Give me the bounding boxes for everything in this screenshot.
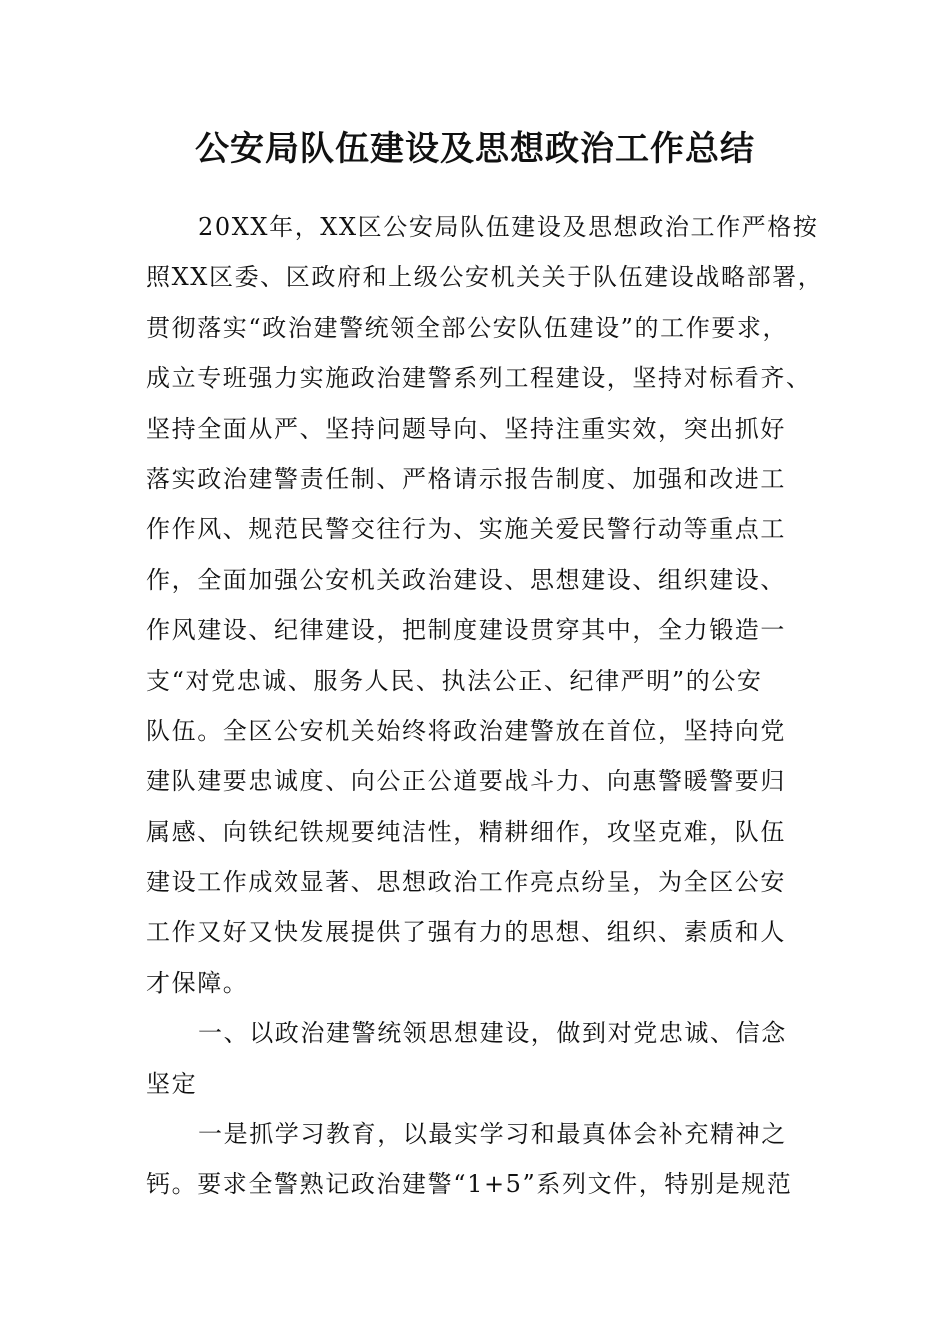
text-line: 支“对党忠诚、服务人民、执法公正、纪律严明”的公安: [146, 666, 763, 695]
text-line: 作风建设、纪律建设，把制度建设贯穿其中，全力锻造一: [146, 616, 786, 645]
text-line: 作，全面加强公安机关政治建设、思想建设、组织建设、: [146, 565, 786, 594]
text-line: 一、以政治建警统领思想建设，做到对党忠诚、信念: [198, 1019, 787, 1048]
text-line: 落实政治建警责任制、严格请示报告制度、加强和改进工: [146, 464, 786, 493]
document-body: [146, 202, 824, 1210]
text-line: 属感、向铁纪铁规要纯洁性，精耕细作，攻坚克难，队伍: [146, 817, 786, 846]
text-line: 坚持全面从严、坚持问题导向、坚持注重实效，突出抓好: [146, 414, 786, 443]
text-line: 才保障。: [146, 968, 249, 997]
document-title: 公安局队伍建设及思想政治工作总结: [195, 129, 755, 169]
text-line: 作作风、规范民警交往行为、实施关爱民警行动等重点工: [146, 515, 786, 544]
text-line: 工作又好又快发展提供了强有力的思想、组织、素质和人: [146, 918, 786, 947]
text-line: 建队建要忠诚度、向公正公道要战斗力、向惠警暖警要归: [146, 767, 786, 796]
text-line: 坚定: [146, 1069, 198, 1098]
text-line: 队伍。全区公安机关始终将政治建警放在首位，坚持向党: [146, 716, 786, 745]
text-line: 成立专班强力实施政治建警系列工程建设，坚持对标看齐、: [146, 364, 812, 393]
text-line: 20XX年，XX区公安局队伍建设及思想政治工作严格按: [198, 213, 819, 241]
text-line: 照XX区委、区政府和上级公安机关关于队伍建设战略部署，: [146, 263, 824, 292]
text-line: 钙。要求全警熟记政治建警“1+5”系列文件，特别是规范: [146, 1170, 793, 1199]
text-line: 建设工作成效显著、思想政治工作亮点纷呈，为全区公安: [146, 868, 786, 897]
text-line: 一是抓学习教育，以最实学习和最真体会补充精神之: [198, 1120, 787, 1149]
text-line: 贯彻落实“政治建警统领全部公安队伍建设”的工作要求，: [146, 313, 789, 342]
